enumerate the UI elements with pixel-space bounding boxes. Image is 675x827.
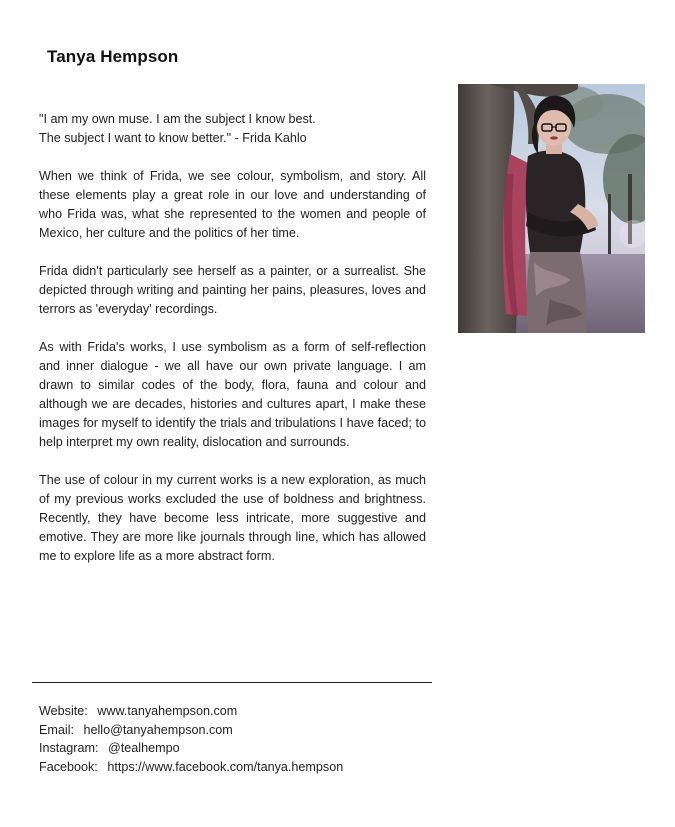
quote-line-1: "I am my own muse. I am the subject I know best.	[39, 112, 316, 126]
instagram-label: Instagram:	[39, 741, 99, 755]
artist-portrait-photo	[458, 84, 645, 333]
portrait-illustration	[458, 84, 645, 333]
statement-paragraph-4: The use of colour in my current works is a new exploration, as much of my previous works excluded the use of boldness and brightness. Recently, they have become less intricate, more suggestive and emotive. They are more like journals through line, which has allowed me to explore life as a more abstract form.	[39, 473, 426, 563]
statement-paragraph-1: When we think of Frida, we see colour, symbolism, and story. All these elements play a great role in our love and understanding of who Frida was, what she represented to the women and people of Mexico, her culture and the politics of her time.	[39, 169, 426, 240]
email-label: Email:	[39, 722, 74, 737]
statement-paragraph-3: As with Frida's works, I use symbolism as a form of self-reflection and inner dialogue - we all have our own private language. I am drawn to similar codes of the body, flora, fauna and colour and although we are decades, histories and cultures apart, I make these images for myself to identify the trials and tribulations I have faced; to help interpret my own reality, dislocation and surrounds.	[39, 340, 426, 449]
contact-facebook	[39, 758, 343, 777]
facebook-link[interactable]: https://www.facebook.com/tanya.hempson	[107, 759, 344, 774]
facebook-label: Facebook:	[39, 759, 98, 774]
section-divider	[32, 682, 432, 683]
contact-instagram	[39, 739, 343, 758]
email-link[interactable]: hello@tanyahempson.com	[83, 722, 233, 737]
contact-email	[39, 721, 343, 740]
instagram-handle[interactable]: @tealhempo	[108, 741, 180, 755]
contact-website	[39, 702, 343, 721]
website-link[interactable]: www.tanyahempson.com	[97, 704, 238, 718]
page-title: Tanya Hempson	[47, 47, 179, 66]
frida-quote	[39, 110, 426, 148]
quote-line-2: The subject I want to know better." - Frida Kahlo	[39, 131, 307, 145]
statement-paragraph-2: Frida didn't particularly see herself as a painter, or a surrealist. She depicted through writing and painting her pains, pleasures, loves and terrors as 'everyday' recordings.	[39, 264, 426, 316]
website-label: Website:	[39, 704, 88, 718]
artist-statement	[39, 110, 426, 585]
contact-details	[39, 702, 343, 776]
